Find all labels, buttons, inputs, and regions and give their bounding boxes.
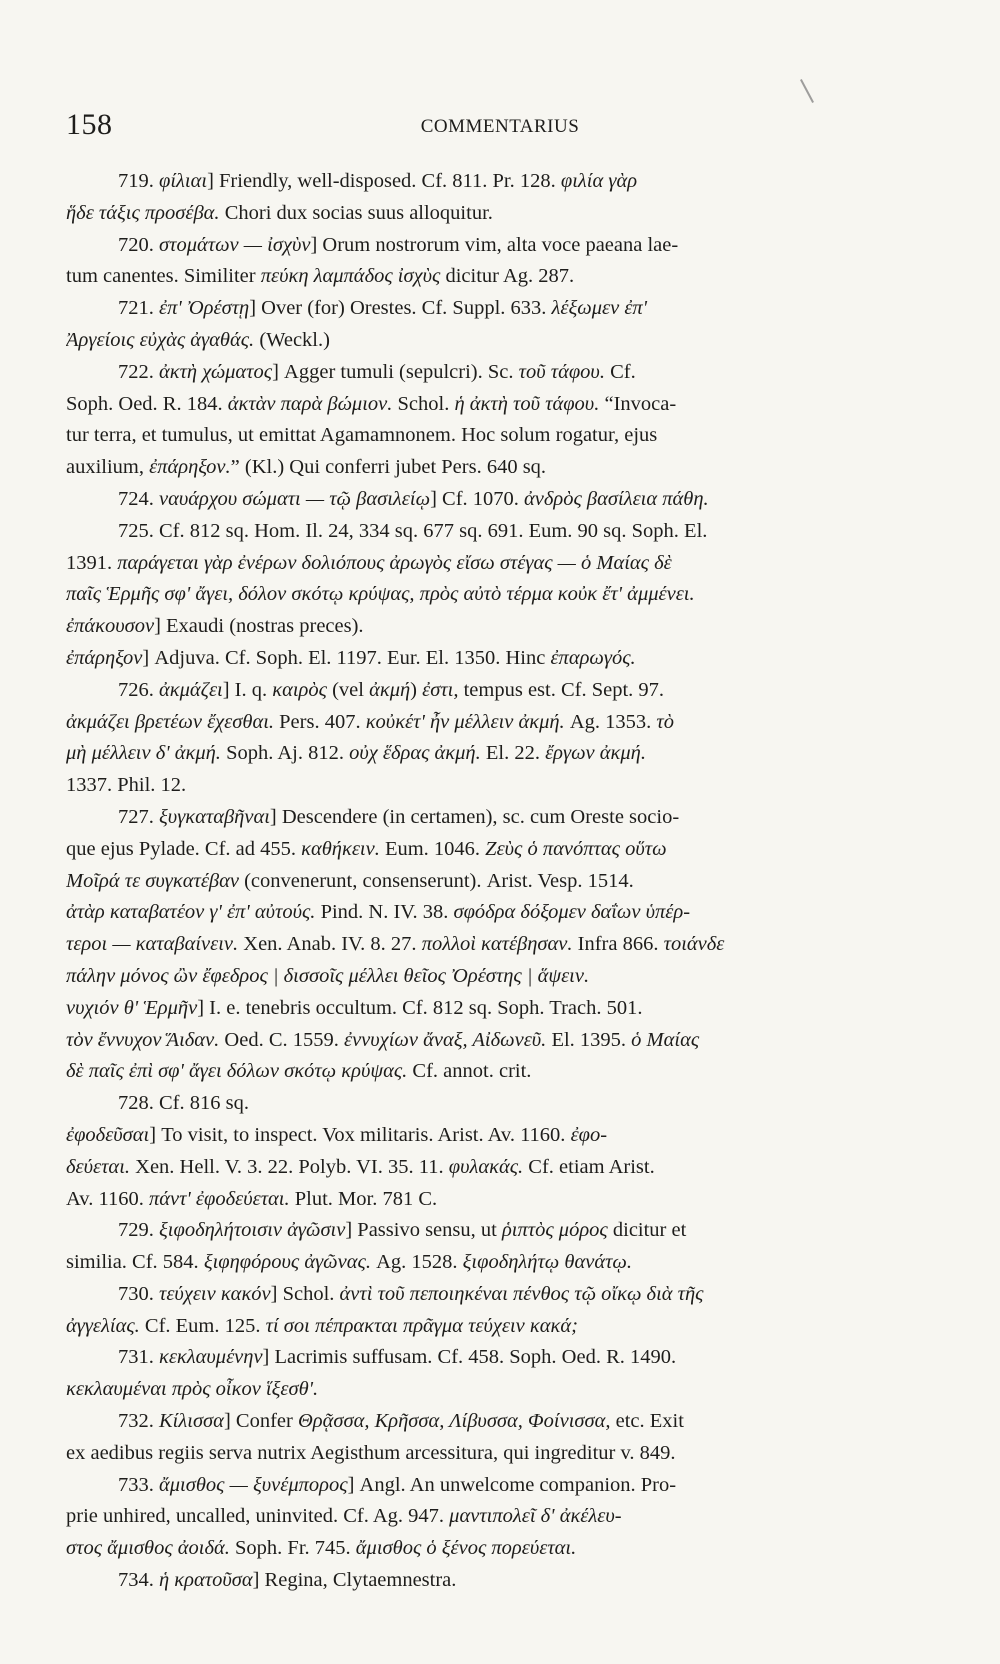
greek-run: ἔργων ἀκμή. xyxy=(545,742,646,765)
text-line xyxy=(66,389,924,421)
greek-run: ἀκμάζει xyxy=(159,678,223,701)
greek-run: ἐπάκουσον xyxy=(66,615,155,638)
text-run: tur terra, et tumulus, ut emittat Agamamnonem. Hoc solum rogatur, ejus xyxy=(66,424,658,447)
greek-run: κοὐκέτ' ἦν μέλλειν ἀκμή. xyxy=(365,710,565,733)
text-run: ] Regina, Clytaemnestra. xyxy=(252,1569,457,1592)
greek-run: ἐπάρηξον. xyxy=(149,456,231,479)
text-line xyxy=(66,1565,924,1597)
greek-run: τεροι — καταβαίνειν. xyxy=(66,933,239,956)
text-run: ] Passivo sensu, ut xyxy=(345,1219,502,1242)
greek-run: παῖς Ἑρμῆς σφ' ἄγει, δόλον σκότῳ κρύψας, πρὸς αὐτὸ τέρμα κοὐκ ἔτ' ἀμμένει. xyxy=(66,583,695,606)
greek-run: Ἀργείοις εὐχὰς ἀγαθάς. xyxy=(66,328,255,351)
text-line xyxy=(66,643,924,675)
greek-run: μαντιπολεῖ δ' ἀκέλευ- xyxy=(449,1505,622,1528)
greek-run: ξιφοδηλήτῳ θανάτῳ. xyxy=(462,1251,633,1274)
greek-run: πάντ' ἐφοδεύεται. xyxy=(148,1187,290,1210)
greek-run: ἐστι, xyxy=(422,678,459,701)
greek-run: ἀνδρὸς βασίλεια πάθη. xyxy=(524,487,709,510)
greek-run: Ζεὺς ὁ πανόπτας οὕτω xyxy=(485,837,667,860)
text-run: El. 22. xyxy=(480,742,546,765)
text-line xyxy=(66,548,924,580)
greek-run: τὸ xyxy=(656,710,674,733)
greek-run: ἥδε τάξις προσέβα. xyxy=(66,201,220,224)
text-line xyxy=(66,484,924,516)
text-run: 721. xyxy=(118,297,159,320)
text-line xyxy=(66,611,924,643)
text-run: Chori dux socias suus alloquitur. xyxy=(219,201,493,224)
greek-run: οὐχ ἕδρας ἀκμή. xyxy=(349,742,481,765)
greek-run: ἀγγελίας. xyxy=(66,1314,140,1337)
text-run: ] Descendere (in certamen), sc. cum Oreste socio- xyxy=(269,805,680,828)
text-run: ] Confer xyxy=(223,1410,298,1433)
text-run: ] Over (for) Orestes. Cf. Suppl. 633. xyxy=(249,297,552,320)
greek-run: ἀκτὰν παρὰ βώμιον. xyxy=(227,392,393,415)
page-number: 158 xyxy=(66,108,113,141)
text-run: 729. xyxy=(118,1219,159,1242)
commentary-text xyxy=(66,166,924,1597)
text-run: (vel xyxy=(326,678,370,701)
text-line xyxy=(66,866,924,898)
text-run: ex aedibus regiis serva nutrix Aegisthum arcessitura, qui ingreditur v. 849. xyxy=(66,1441,676,1464)
greek-run: τεύχειν κακόν xyxy=(159,1282,271,1305)
greek-run: κεκλαυμένην xyxy=(159,1346,263,1369)
text-run: 726. xyxy=(118,678,159,701)
text-run: Oed. C. 1559. xyxy=(219,1028,344,1051)
greek-run: παράγεται γὰρ ἐνέρων δολιόπους ἀρωγὸς εἴσω στέγας — ὁ Μαίας δὲ xyxy=(117,551,672,574)
text-line xyxy=(66,1120,924,1152)
greek-run: ξιφοδηλήτοισιν ἀγῶσιν xyxy=(159,1219,346,1242)
greek-run: πάλην μόνος ὢν ἔφεδρος | δισσοῖς μέλλει θεῖος Ὀρέστης | ἅψειν. xyxy=(66,964,590,987)
greek-run: Κίλισσα xyxy=(159,1410,224,1433)
text-line xyxy=(66,357,924,389)
text-line xyxy=(66,738,924,770)
greek-run: πολλοὶ κατέβησαν. xyxy=(421,933,573,956)
text-run: tempus est. Cf. Sept. 97. xyxy=(458,678,665,701)
greek-run: ἀτὰρ καταβατέον γ' ἐπ' αὐτούς. xyxy=(66,901,316,924)
text-line xyxy=(66,325,924,357)
text-run: 733. xyxy=(118,1473,159,1496)
text-line xyxy=(66,1470,924,1502)
text-run: 719. xyxy=(118,170,159,192)
greek-run: ῥιπτὸς μόρος xyxy=(501,1219,608,1242)
greek-run: δὲ παῖς ἐπὶ σφ' ἄγει δόλων σκότῳ κρύψας. xyxy=(66,1060,408,1083)
greek-run: ἄμισθος ὁ ξένος πορεύεται. xyxy=(355,1537,577,1560)
text-run: dicitur et xyxy=(607,1219,687,1242)
greek-run: ἐπάρηξον xyxy=(66,646,143,669)
greek-run: ἡ ἀκτὴ τοῦ τάφου. xyxy=(454,392,600,415)
greek-run: τί σοι πέπρακται πρᾶγμα τεύχειν κακά; xyxy=(265,1314,578,1337)
text-line xyxy=(66,261,924,293)
text-run: etc. Exit xyxy=(610,1410,684,1433)
greek-run: μὴ μέλλειν δ' ἀκμή. xyxy=(66,742,221,765)
greek-run: τοιάνδε xyxy=(663,933,725,956)
text-run: 732. xyxy=(118,1410,159,1433)
text-run: tum canentes. Similiter xyxy=(66,265,261,288)
text-line xyxy=(66,802,924,834)
text-line xyxy=(66,198,924,230)
text-run: 724. xyxy=(118,487,159,510)
text-line xyxy=(66,579,924,611)
text-run: ] Angl. An unwelcome companion. Pro- xyxy=(347,1473,677,1496)
running-title: COMMENTARIUS xyxy=(420,116,580,137)
text-run: 720. xyxy=(118,233,159,256)
text-run: Ag. 1353. xyxy=(564,710,657,733)
text-run: 728. Cf. 816 sq. xyxy=(118,1092,249,1115)
greek-run: ὁ Μαίας xyxy=(631,1028,700,1051)
text-run: Schol. xyxy=(392,392,455,415)
text-run: Soph. Oed. R. 184. xyxy=(66,392,228,415)
text-line xyxy=(66,993,924,1025)
text-run: ] Lacrimis suffusam. Cf. 458. Soph. Oed. R. 1490. xyxy=(262,1346,677,1369)
text-run: El. 1395. xyxy=(546,1028,632,1051)
text-run: Cf. Eum. 125. xyxy=(139,1314,266,1337)
scan-mark xyxy=(800,79,814,103)
text-run: ] Agger tumuli (sepulcri). Sc. xyxy=(272,360,519,383)
text-run: prie unhired, uncalled, uninvited. Cf. Ag. 947. xyxy=(66,1505,450,1528)
greek-run: ἐφοδεῦσαι xyxy=(66,1123,150,1146)
greek-run: λέξωμεν ἐπ' xyxy=(551,297,648,320)
text-line xyxy=(66,230,924,262)
text-line xyxy=(66,1311,924,1343)
greek-run: φυλακάς. xyxy=(448,1155,524,1178)
text-run: 725. Cf. 812 sq. Hom. Il. 24, 334 sq. 677 sq. 691. Eum. 90 sq. Soph. El. xyxy=(118,519,708,542)
greek-run: ξιφηφόρους ἀγῶνας. xyxy=(203,1251,371,1274)
greek-run: τὸν ἔννυχον Ἅιδαν. xyxy=(66,1028,220,1051)
greek-run: σφόδρα δόξομεν δαΐων ὑπέρ- xyxy=(453,901,691,924)
greek-run: κεκλαυμέναι πρὸς οἶκον ἵξεσθ'. xyxy=(66,1378,319,1401)
text-line xyxy=(66,897,924,929)
text-run: Pind. N. IV. 38. xyxy=(315,901,454,924)
text-line xyxy=(66,1088,924,1120)
greek-run: ἀκμή xyxy=(369,678,411,701)
text-line xyxy=(66,1279,924,1311)
text-run: Soph. Aj. 812. xyxy=(220,742,350,765)
text-run: ] I. e. tenebris occultum. Cf. 812 sq. Soph. Trach. 501. xyxy=(197,996,643,1019)
text-line xyxy=(66,1406,924,1438)
greek-run: πεύκη λαμπάδος ἰσχὺς xyxy=(260,265,441,288)
text-run: 1337. Phil. 12. xyxy=(66,774,187,797)
text-run: ] Schol. xyxy=(270,1282,340,1305)
greek-run: ἀντὶ τοῦ πεποιηκέναι πένθος τῷ οἴκῳ διὰ τῆς xyxy=(339,1282,704,1305)
greek-run: Μοῖρά τε συγκατέβαν xyxy=(66,869,239,892)
text-run: Eum. 1046. xyxy=(379,837,486,860)
greek-run: ἀκτὴ χώματος xyxy=(159,360,273,383)
text-line xyxy=(66,961,924,993)
text-run: ) xyxy=(410,678,423,701)
text-run: que ejus Pylade. Cf. ad 455. xyxy=(66,837,302,860)
text-run: Cf. annot. crit. xyxy=(407,1060,532,1083)
text-line xyxy=(66,420,924,452)
greek-run: ξυγκαταβῆναι xyxy=(159,805,270,828)
text-line xyxy=(66,516,924,548)
text-run: 722. xyxy=(118,360,159,383)
text-run: Soph. Fr. 745. xyxy=(229,1537,356,1560)
text-run: Plut. Mor. 781 C. xyxy=(289,1187,438,1210)
text-line xyxy=(66,929,924,961)
greek-run: ἐπαρωγός. xyxy=(550,646,636,669)
greek-run: ἐννυχίων ἄναξ, Αἰδωνεῦ. xyxy=(344,1028,547,1051)
greek-run: ἐφο- xyxy=(570,1123,608,1146)
running-head xyxy=(0,108,1000,148)
text-line xyxy=(66,1374,924,1406)
greek-run: δεύεται. xyxy=(66,1155,131,1178)
text-run: Xen. Hell. V. 3. 22. Polyb. VI. 35. 11. xyxy=(130,1155,449,1178)
text-line xyxy=(66,1247,924,1279)
text-run: Av. 1160. xyxy=(66,1187,149,1210)
text-run: “Invoca- xyxy=(599,392,677,415)
text-line xyxy=(66,1533,924,1565)
greek-run: καθήκειν. xyxy=(301,837,380,860)
text-line xyxy=(66,166,924,198)
text-run: Cf. xyxy=(604,360,636,383)
greek-run: ἡ κρατοῦσα xyxy=(159,1569,253,1592)
text-run: (convenerunt, consenserunt). Arist. Vesp. 1514. xyxy=(238,869,634,892)
text-run: ] Friendly, well-disposed. Cf. 811. Pr. 128. xyxy=(207,170,561,192)
greek-run: στος ἄμισθος ἀοιδά. xyxy=(66,1537,230,1560)
greek-run: τοῦ τάφου. xyxy=(518,360,605,383)
text-line xyxy=(66,834,924,866)
text-run: Infra 866. xyxy=(572,933,664,956)
text-run: ] To visit, to inspect. Vox militaris. Arist. Av. 1160. xyxy=(149,1123,571,1146)
text-run: ” (Kl.) Qui conferri jubet Pers. 640 sq. xyxy=(230,456,547,479)
text-line xyxy=(66,1184,924,1216)
text-line xyxy=(66,675,924,707)
greek-run: ἀκμάζει βρετέων ἔχεσθαι. xyxy=(66,710,275,733)
text-run: auxilium, xyxy=(66,456,150,479)
greek-run: φίλιαι xyxy=(159,170,208,192)
text-run: Cf. etiam Arist. xyxy=(523,1155,655,1178)
greek-run: ἐπ' Ὀρέστῃ xyxy=(159,297,250,320)
text-run: ] Cf. 1070. xyxy=(430,487,525,510)
text-line xyxy=(66,1025,924,1057)
text-run: ] Adjuva. Cf. Soph. El. 1197. Eur. El. 1350. Hinc xyxy=(142,646,551,669)
text-line xyxy=(66,1152,924,1184)
text-line xyxy=(66,1501,924,1533)
text-run: 1391. xyxy=(66,551,118,574)
greek-run: νυχιόν θ' Ἑρμῆν xyxy=(66,996,198,1019)
text-line xyxy=(66,293,924,325)
text-line xyxy=(66,1056,924,1088)
text-run: 727. xyxy=(118,805,159,828)
greek-run: φιλία γὰρ xyxy=(560,170,638,192)
text-line xyxy=(66,452,924,484)
text-line xyxy=(66,1438,924,1470)
text-run: 730. xyxy=(118,1282,159,1305)
greek-run: ναυάρχου σώματι — τῷ βασιλείῳ xyxy=(159,487,431,510)
text-line xyxy=(66,1215,924,1247)
text-run: ] Exaudi (nostras preces). xyxy=(154,615,364,638)
text-run: Xen. Anab. IV. 8. 27. xyxy=(238,933,422,956)
text-run: ] I. q. xyxy=(222,678,273,701)
greek-run: στομάτων — ἰσχὺν xyxy=(159,233,311,256)
text-line xyxy=(66,1342,924,1374)
text-run: 731. xyxy=(118,1346,159,1369)
text-line xyxy=(66,707,924,739)
text-run: similia. Cf. 584. xyxy=(66,1251,204,1274)
text-run: ] Orum nostrorum vim, alta voce paeana lae- xyxy=(310,233,679,256)
text-run: dicitur Ag. 287. xyxy=(440,265,575,288)
text-run: 734. xyxy=(118,1569,159,1592)
text-run: Ag. 1528. xyxy=(370,1251,463,1274)
text-run: Pers. 407. xyxy=(274,710,366,733)
greek-run: καιρὸς xyxy=(272,678,327,701)
greek-run: Θρᾷσσα, Κρῆσσα, Λίβυσσα, Φοίνισσα, xyxy=(297,1410,611,1433)
greek-run: ἄμισθος — ξυνέμπορος xyxy=(159,1473,348,1496)
text-run: (Weckl.) xyxy=(254,328,330,351)
text-line xyxy=(66,770,924,802)
